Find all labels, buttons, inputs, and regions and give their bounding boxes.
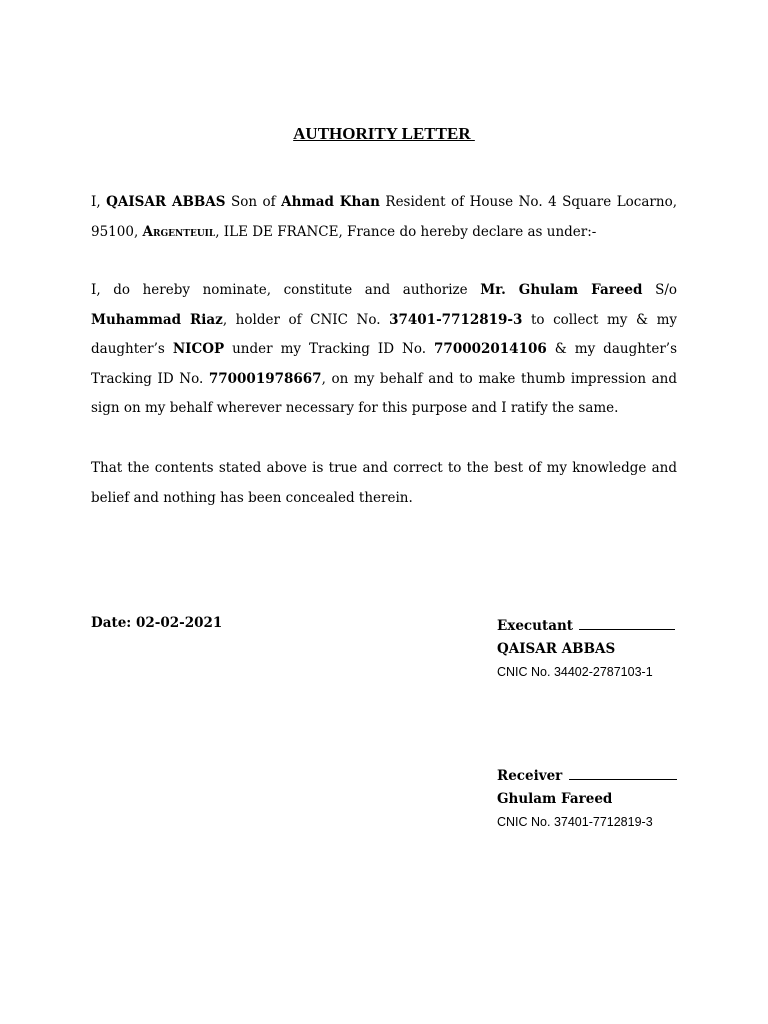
executant-block bbox=[497, 615, 697, 684]
auth-text-7: , on my behalf and to make thumb impression and sign on my behalf wherever necessary for this purpose and I ratify the same. bbox=[91, 370, 677, 416]
executant-signature-line bbox=[579, 619, 675, 630]
auth-text-3: , holder of CNIC No. bbox=[222, 311, 390, 328]
letter-title: AUTHORITY LETTER bbox=[293, 124, 475, 143]
declarant-father: Ahmad Khan bbox=[281, 194, 380, 210]
tracking-id-2: 770001978667 bbox=[208, 370, 322, 387]
declaration-paragraph bbox=[91, 188, 677, 247]
resident-address: Resident of House No. 4 Square Locarno, 95100, bbox=[91, 194, 677, 240]
tracking-id-1: 770002014106 bbox=[434, 341, 547, 357]
receiver-cnic: CNIC No. 37401-7712819-3 bbox=[497, 815, 653, 829]
authorization-paragraph bbox=[91, 276, 677, 424]
city-name: Argenteuil bbox=[142, 223, 216, 240]
receiver-name: Ghulam Fareed bbox=[497, 791, 613, 807]
confirmation-paragraph: That the contents stated above is true and correct to the best of my knowledge and belief and nothing has been concealed therein. bbox=[91, 460, 677, 506]
son-of-text: Son of bbox=[225, 194, 282, 210]
declaration-prefix: I, bbox=[91, 194, 107, 210]
executant-cnic: CNIC No. 34402-2787103-1 bbox=[497, 665, 653, 679]
region-text: , ILE DE FRANCE, France do hereby declare as under:- bbox=[215, 223, 597, 240]
agent-father: Muhammad Riaz bbox=[91, 311, 223, 328]
declarant-name: QAISAR ABBAS bbox=[106, 194, 226, 210]
executant-label: Executant bbox=[497, 618, 573, 634]
auth-text-5: under my Tracking ID No. bbox=[224, 341, 435, 357]
letter-date: Date: 02-02-2021 bbox=[91, 615, 223, 631]
agent-name: Mr. Ghulam Fareed bbox=[480, 282, 643, 298]
receiver-label: Receiver bbox=[497, 768, 563, 784]
auth-text-1: I, do hereby nominate, constitute and authorize bbox=[91, 282, 481, 298]
receiver-block bbox=[497, 765, 697, 834]
document-type: NICOP bbox=[172, 341, 225, 357]
auth-text-4: to collect my & my daughter’s bbox=[91, 311, 677, 357]
receiver-signature-line bbox=[569, 769, 677, 780]
executant-name: QAISAR ABBAS bbox=[497, 641, 616, 657]
auth-text-6: & my daughter’s Tracking ID No. bbox=[91, 341, 677, 387]
agent-cnic: 37401-7712819-3 bbox=[389, 311, 523, 328]
auth-text-2: S/o bbox=[642, 282, 678, 298]
